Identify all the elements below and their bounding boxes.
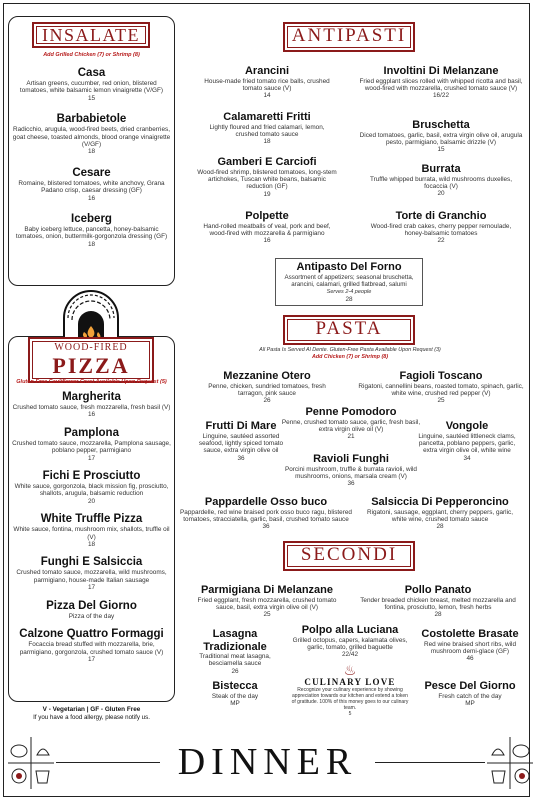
menu-item: Funghi E Salsiccia Crushed tomato sauce, mozzarella, wild mushrooms, parmigiano, house-made Italian sausage 17 <box>16 556 167 592</box>
antipasti-banner <box>283 22 415 52</box>
footer-notes <box>8 706 175 722</box>
left-column <box>8 16 175 726</box>
menu-item: Ravioli Funghi Porcini mushroom, truffle & burrata ravioli, wild mushrooms, onions, marsala cream (V) 36 <box>284 453 417 488</box>
culinary-love <box>290 663 410 717</box>
forno-price: 28 <box>345 295 353 303</box>
menu-item: Arancini House-made fried tomato rice balls, crushed tomato sauce (V) 14 <box>204 65 330 100</box>
menu-item: Barbabietole Radicchio, arugula, wood-fired beets, dried cranberries, goat cheese, toasted almonds, blood orange vinaigrette (V/GF) 18 <box>12 113 171 156</box>
menu-item: Pizza Del Giorno Pizza of the day <box>46 599 137 620</box>
divider-left <box>56 762 160 763</box>
culinary-price: 5 <box>348 711 352 717</box>
pasta-addon-note: Add Chicken (7) or Shrimp (8) <box>311 354 389 360</box>
menu-item: Calzone Quattro Formaggi Focaccia bread stuffed with mozzarella, brie, parmigiano, gorgonzola, crushed tomato sauce (V) 17 <box>19 628 164 663</box>
menu-item: Iceberg Baby iceberg lettuce, pancetta, honey-balsamic tomatoes, onion, buttermilk-gorgonzola dressing (GF) 18 <box>15 213 168 248</box>
pasta-banner <box>283 315 415 345</box>
menu-item: Parmigiana Di Melanzane Fried eggplant, fresh mozzarella, crushed tomato sauce, basil, extra virgin olive oil (V) 25 <box>197 584 337 619</box>
menu-item: White Truffle Pizza White sauce, fontina, mushroom mix, shallots, truffle oil (V) 18 <box>13 513 170 549</box>
menu-item: Frutti Di Mare Linguine, sautéed assorted seafood, lightly spiced tomato sauce, extra virgin olive oil 36 <box>198 420 284 462</box>
pizza-oven-icon <box>60 288 122 340</box>
insalate-title: INSALATE <box>42 25 140 45</box>
menu-item: Costolette Brasate Red wine braised short ribs, wild mushroom demi-glace (GF) 46 <box>421 628 519 663</box>
allergy-note: If you have a food allergy, please notify us. <box>33 714 150 721</box>
menu-item: Lasagna Tradizionale Traditional meat lasagna, besciamella sauce 26 <box>199 628 271 675</box>
menu-item: Salsiccia Di Pepperoncino Rigatoni, sausage, eggplant, cherry peppers, garlic, white wine, crushed tomato sauce 28 <box>366 496 513 531</box>
menu-item: Fichi E Prosciutto White sauce, gorgonzola, black mission fig, prosciutto, shallots, arugula, balsamic reduction 20 <box>14 470 169 505</box>
pizza-note: Gluten-Free Cauliflower Crust Available Upon Request (5) <box>16 379 167 385</box>
menu-item: Pesce Del Giorno Fresh catch of the day MP <box>424 680 516 707</box>
insalate-note: Add Grilled Chicken (7) or Shrimp (8) <box>43 52 140 58</box>
antipasti-title: ANTIPASTI <box>291 25 407 46</box>
menu-item: Margherita Crushed tomato sauce, fresh mozzarella, fresh basil (V) 16 <box>12 391 171 419</box>
ingredients-illustration-icon <box>487 737 533 789</box>
menu-item: Penne Pomodoro Penne, crushed tomato sauce, garlic, fresh basil, extra virgin olive oil (V) 21 <box>281 406 421 441</box>
diet-legend: V - Vegetarian | GF - Gluten Free <box>42 706 141 713</box>
menu-item: Cesare Romaine, blistered tomatoes, white anchovy, Grana Padano crisp, caesar dressing (GF) 16 <box>18 166 165 202</box>
pizza-list <box>12 379 171 668</box>
culinary-title: CULINARY LOVE <box>304 677 396 687</box>
insalate-list <box>12 52 171 253</box>
menu-item: Polpette Hand-rolled meatballs of veal, pork and beef, wood-fired with mozzarella & parmigiano 16 <box>203 210 331 245</box>
menu-item: Calamaretti Fritti Lightly floured and fried calamari, lemon, crushed tomato sauce 18 <box>209 111 325 146</box>
menu-item: Pollo Panato Tender breaded chicken breast, melted mozzarella and fontina, prosciutto, lemon, fresh herbs 28 <box>360 584 516 619</box>
forno-serves: Serves 2-4 people <box>326 288 372 295</box>
menu-item: Torte di Granchio Wood-fired crab cakes, cherry pepper remoulade, honey-balsamic tomatoes 22 <box>370 210 512 245</box>
pasta-title: PASTA <box>315 318 383 339</box>
menu-item: Vongole Linguine, sautéed littleneck clams, pancetta, poblano peppers, garlic, extra virgin olive oil, white wine 34 <box>418 420 516 462</box>
insalate-banner <box>32 22 150 48</box>
pasta-note <box>230 347 470 361</box>
pizza-title: PIZZA <box>52 353 130 378</box>
menu-item: Mezzanine Otero Penne, chicken, sundried tomatoes, fresh tarragon, pink sauce 26 <box>208 370 326 405</box>
menu-item: Gamberi E Carciofi Wood-fired shrimp, blistered tomatoes, long-stem artichokes, Tuscan white beans, balsamic reduction (GF) 19 <box>197 156 337 198</box>
menu-item: Polpo alla Luciana Grilled octopus, capers, kalamata olives, garlic, tomato, grilled baguette 22/42 <box>292 624 408 659</box>
forno-name: Antipasto Del Forno <box>296 261 402 273</box>
secondi-title: SECONDI <box>300 544 398 565</box>
pizza-subtitle: WOOD-FIRED <box>54 342 128 353</box>
menu-item: Involtini Di Melanzane Fried eggplant slices rolled with whipped ricotta and basil, wood-fired with mozzarella, crushed tomato sauce (V) 16/22 <box>359 65 523 100</box>
antipasto-del-forno-box <box>275 258 423 306</box>
menu-item: Bistecca Steak of the day MP <box>211 680 259 707</box>
ingredients-illustration-icon <box>8 737 54 789</box>
culinary-desc: Recognize your culinary experience by showing appreciation towards our kitchen and extend a token of gratitude. 100% of this money goes to our culinary team. <box>291 687 409 711</box>
pizza-banner <box>28 337 154 383</box>
menu-item: Fagioli Toscano Rigatoni, cannellini beans, roasted tomato, spinach, garlic, white wine, crushed red pepper (V) 25 <box>358 370 524 405</box>
forno-desc: Assortment of appetizers; seasonal bruschetta, arancini, calamari, grilled flatbread, salumi <box>284 274 414 289</box>
menu-item: Bruschetta Diced tomatoes, garlic, basil, extra virgin olive oil, arugula pesto, parmigiano, balsamic drizzle (V) 15 <box>359 119 523 154</box>
pasta-note-text: All Pasta Is Served Al Dente. Gluten-Free Pasta Available Upon Request (3) <box>259 347 441 353</box>
divider-right <box>375 762 485 763</box>
secondi-banner <box>283 541 415 571</box>
chef-hat-icon: ♨ <box>343 662 357 678</box>
menu-item: Burrata Truffle whipped burrata, wild mushrooms duxelles, focaccia (V) 20 <box>369 163 513 198</box>
page-title: DINNER <box>177 741 358 783</box>
menu-item: Pamplona Crushed tomato sauce, mozzarella, Pamplona sausage, poblano pepper, parmigiano 17 <box>12 426 171 462</box>
menu-item: Casa Artisan greens, cucumber, red onion, blistered tomatoes, white balsamic lemon vinaigrette (V/GF) 15 <box>19 67 164 102</box>
menu-item: Pappardelle Osso buco Pappardelle, red wine braised pork osso buco ragu, blistered tomatoes, stracciatella, garlic, basil, crushed tomato sauce 36 <box>180 496 352 531</box>
